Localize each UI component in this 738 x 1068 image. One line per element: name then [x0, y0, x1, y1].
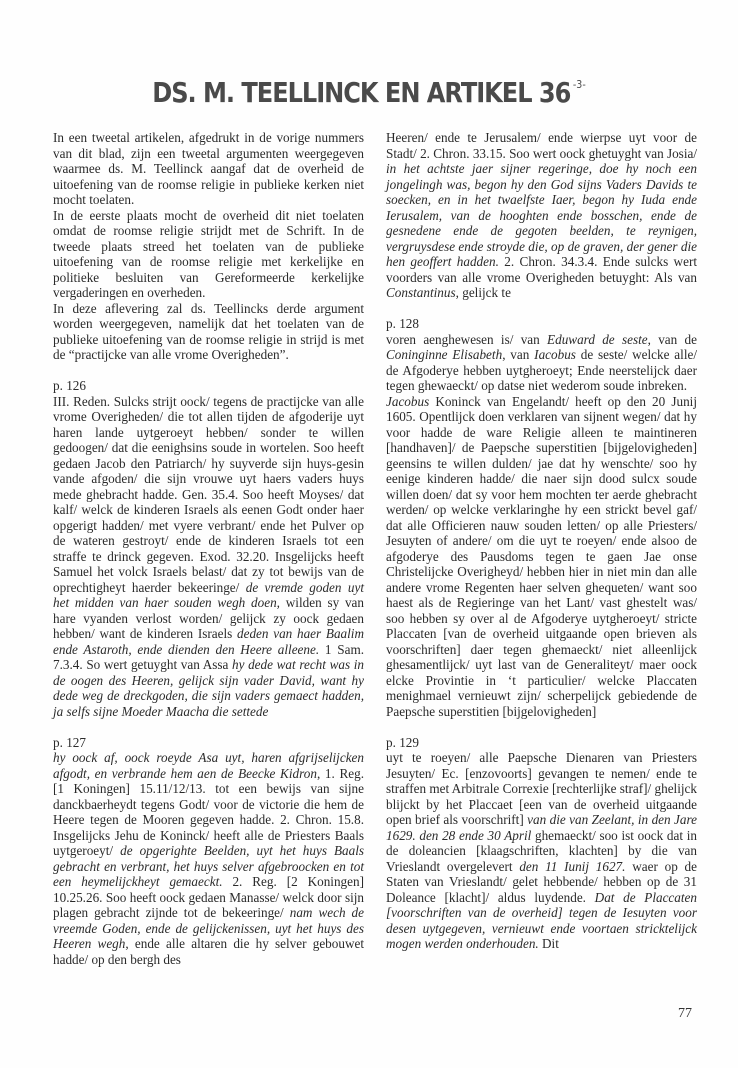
- quote-italic: den 11 Iunij 1627.: [519, 858, 626, 874]
- quote-italic: Eduward de seste: [547, 331, 648, 347]
- quote-italic: in het achtste jaer sijner regeringe, doe hy noch een jongelingh was, begon hy den God sijns Vaders Davids te soecken, en in het twaelfste Iaer, begon hy Iuda ende Ierusalem, van de hooghten ende bosschen, ende de gesnedene ende de gegoten beelden, te reynigen, vergruysdese ende stroyde die, op de graven, der gener die hen geoffert hadden.: [386, 161, 697, 269]
- quote-text: , van de: [647, 331, 697, 347]
- quote-text: III. Reden. Sulcks strijt oock/ tegens de practijcke van alle vrome Overigheden/ die tot allen tijden de afgoderije uyt haren lande uytgeroeyt hebben/ sonder te willen gedoogen/ dat die eenighsins soude in wortelen. Soo heeft gedaen Jacob den Patriarch/ hy suyverde sijn huys-gesin vande afgoden/ die sijn vrouwe uyt haers vaders huys mede ghebracht hadde. Gen. 35.4. Soo heeft Moyses/ dat kalf/ welck de kinderen Israels als eenen Godt onder haer opgerigt hadden/ met vyere verbrant/ ende het Pulver op de wateren gestroyt/ ende de kinderen Israels tot een straffe te drinck gegeven. Exod. 32.20. Insgelijcks heeft Samuel het volck Israels belast/ dat zy tot bewijs van de oprechtigheyt haerder bekeeringe/: [53, 393, 364, 595]
- page-ref-129: p. 129: [386, 734, 419, 750]
- quote-text: Dit: [538, 936, 559, 951]
- page-ref-127: p. 127: [53, 734, 86, 750]
- left-column: [53, 130, 364, 967]
- page-ref-128: p. 128: [386, 316, 419, 331]
- quote-italic: van die van Zeelant, in den Jare 1629. den 28 ende 30 April: [386, 812, 697, 843]
- quote-text: , 1. Reg. [1 Koningen] 15.11/12/13. tot een bewijs van sijne danckbaerheydt tegens Godt/ voor de victorie die hem de Heere tegen de Mooren gegeven hadde. 2. Chron. 15.8. Insgelijcks Jehu de Koninck/ heeft alle de Priesters Baals uytgeroeyt/: [53, 765, 365, 858]
- quote-text: , ende alle altaren die hy selver gebouwet hadde/ op den bergh des: [53, 936, 365, 967]
- intro-paragraph-2: In de eerste plaats mocht de overheid dit niet toelaten omdat de roomse religie strijdt met de Schrift. In de tweede plaats streed het toelaten van de publieke uitoefening van de roomse religie met kerkelijke en politieke besluiten van Gereformeerde kerkelijke vergaderingen en overheden.: [53, 207, 364, 300]
- quote-text: uyt te roeyen/ alle Paepsche Dienaren van Priesters Jesuyten/ Ec. [enzovoorts] gevangen te nemen/ ende te straffen met Arbitrale Correxie [rechterlijke straf]/ ghelijck blijckt by het Placcaet [een van de overheid uitgaande open brief als voorschrift]: [386, 750, 697, 827]
- quote-text: Koninck van Engelandt/ heeft op den 20 Junij 1605. Opentlijck doen verklaren van sijnent wegen/ dat hy voor hadde de ware Religie alleen te maintineren [handhaven]/ de Paepsche superstitien [bijgelovigheden] geensins te willen dulden/ jae dat hy wenschte/ soo hy eenige kinderen hadde/ die naer sijn dood sulcx soude willen doen/ dat sy voor hem mochten ter aerde ghebracht werden/ op welcke verklaringhe hy een strickt bevel gaf/ dat alle Officieren nauw souden letten/ op alle Priesters/ Jesuyten of andere/ om die uyt te roeyen/ ende alsoo de afgoderye des Pausdoms tegen te gaen Jae onse Christelijcke Overigheyd/ hebben hier in niet min dan alle andere vrome Regenten haer selven ghequeten/ want soo haest als de Regieringe van het Lant/ vast ghestelt was/ soo hebben sy over al de Afgoderye uytgheroeyt/ stricte Placcaten [van de overheid uitgaande open brieven als voorschriften] daer tegen ghemaeckt/ niet alleenlijck ghesamentlijck/ uyt last van de Generaliteyt/ maer oock elcke Provintie in ‘t particulier/ welcke Placcaten menighmael vernieuwt zijn/ scherpelijck gebiedende de Paepsche superstitien [bijgelovigheden]: [386, 393, 697, 719]
- quote-text: , gelijck te: [455, 285, 511, 300]
- quote-text: , van: [502, 347, 535, 362]
- quote-text: voren aenghewesen is/ van: [386, 331, 548, 347]
- quote-text: Heeren/ ende te Jerusalem/ ende wierpse uyt voor de Stadt/ 2. Chron. 33.15. Soo wert oock ghetuyght van Josia/: [386, 130, 697, 161]
- quote-italic: Coninginne Elisabeth: [386, 347, 503, 362]
- quote-italic: de opgerighte Beelden, uyt het huys Baals gebracht en verbrant, het huys selver afgebroocken en tot een heymelijckheyt gemaeckt.: [53, 843, 365, 889]
- quote-p127: [53, 750, 364, 967]
- quote-text: ghemaeckt/ soo ist oock dat in de doleancien [klaagschriften, klachten] by die van Vrieslandt overgelevert: [386, 827, 697, 874]
- quote-italic: nam wech de vreemde Goden, ende de gelijckenissen, uyt het huys des Heeren wegh: [53, 905, 364, 951]
- quote-italic: Constantinus: [386, 285, 456, 300]
- article-title: [52, 76, 687, 109]
- quote-p128: [386, 332, 697, 720]
- right-column: [386, 130, 697, 952]
- quote-italic: Iacobus: [534, 347, 576, 362]
- quote-text: 2. Reg. [2 Koningen] 10.25.26. Soo heeft oock gedaen Manasse/ welck door sijn plagen gebracht zijnde tot de bekeeringe/: [53, 874, 364, 920]
- quote-text: 1 Sam. 7.3.4. So wert getuyght van Assa: [53, 641, 365, 672]
- quote-p126: [53, 394, 364, 720]
- quote-italic: Dat de Placcaten [voorschriften van de overheid] tegen de Iesuyten voor desen uytgegeven, vernieuwt ende voortaen stricktelijck mogen werden onderhouden.: [386, 889, 697, 951]
- quote-text: de seste/ welcke alle/ de Afgoderye hebben uytgheroeyt; Ende neerstelijck daer tegen ghewaeckt/ op datse niet wederom soude inbreken.: [386, 347, 697, 393]
- intro-paragraph-3: In deze aflevering zal ds. Teellincks derde argument worden weergegeven, namelijk dat het toelaten van de publieke uitoefening van de roomse religie in strijd is met de “practijcke van alle vrome Overigheden”.: [53, 300, 364, 362]
- quote-italic: hy oock af, oock roeyde Asa uyt, haren afgrijselijcken afgodt, en verbrande hem aen de Beecke Kidron: [53, 750, 364, 781]
- quote-italic: de vremde goden uyt het midden van haer souden wegh doen,: [53, 579, 364, 610]
- article-part-number: -3-: [572, 78, 586, 91]
- quote-continuation: [386, 130, 697, 301]
- quote-italic: hy dede wat recht was in de oogen des Heeren, gelijck sijn vader David, want hy dede weg de dreckgoden, die sijn vaders gemaect hadden, ja selfs sijne Moeder Maacha die settede: [53, 657, 364, 719]
- page-ref-126: p. 126: [53, 378, 86, 393]
- quote-italic: Jacobus: [386, 393, 430, 409]
- quote-p129: [386, 750, 697, 952]
- quote-italic: deden van haer Baalim ende Astaroth, ende dienden den Heere alleene.: [53, 626, 364, 657]
- article-title-text: DS. M. TEELLINCK EN ARTIKEL 36: [152, 76, 571, 109]
- page-number: 77: [678, 1006, 692, 1021]
- intro-paragraph-1: In een tweetal artikelen, afgedrukt in de vorige nummers van dit blad, zijn een tweetal argumenten weergegeven waarmee ds. M. Teellinck aangaf dat de overheid de uitoefening van de roomse religie in publieke kerken niet mocht toelaten.: [53, 130, 364, 207]
- quote-text: 2. Chron. 34.3.4. Ende sulcks wert voorders van alle vrome Overigheden betuyght: Als van: [386, 254, 697, 285]
- quote-text: waer op de Staten van Vrieslandt/ gelet hebbende/ hebben op de 31 Doleance [klacht]/ aldus luydende.: [386, 858, 697, 905]
- quote-text: wilden sy van hare vyanden verlost worden/ gelijck zy oock gedaen hebben/ want de kinderen Israels: [53, 595, 364, 641]
